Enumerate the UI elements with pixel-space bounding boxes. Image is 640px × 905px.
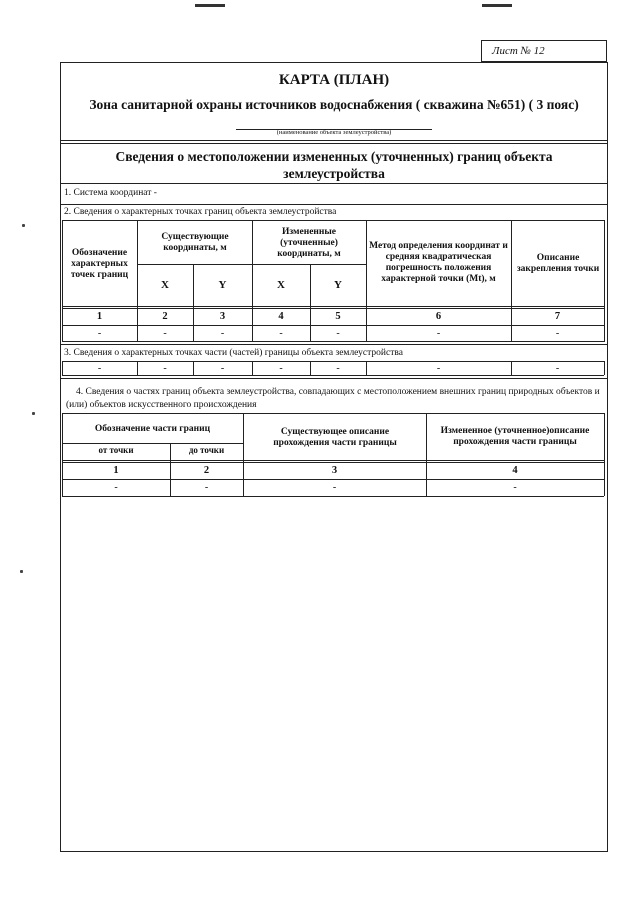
divider xyxy=(60,183,608,184)
table-cell: - xyxy=(279,362,283,374)
column-header: Существующее описание прохождения части границы xyxy=(273,427,397,448)
divider xyxy=(60,344,608,345)
table-border xyxy=(62,443,243,444)
table-cell: - xyxy=(97,362,102,374)
table-cell: - xyxy=(204,482,209,493)
divider xyxy=(60,143,608,144)
column-number: 2 xyxy=(162,311,168,322)
table-cell: - xyxy=(114,482,118,493)
scan-speck xyxy=(22,224,25,227)
table-border xyxy=(62,220,604,221)
table-cell: - xyxy=(163,327,167,339)
scan-mark xyxy=(482,4,512,7)
table-border xyxy=(604,361,605,375)
column-header: Измененное (уточненное)описание прохождения части границы xyxy=(440,426,590,447)
column-header: Метод определения координат и средняя квадратическая погрешность положения характерной точки (Mt), м xyxy=(369,241,508,284)
sheet-number: Лист № 12 xyxy=(481,40,607,62)
table-cell: - xyxy=(279,327,283,339)
table-cell: - xyxy=(220,362,225,374)
table-border xyxy=(62,341,604,342)
column-header: X xyxy=(277,278,285,291)
table-cell: - xyxy=(436,327,441,339)
column-header: Обозначение характерных точек границ xyxy=(70,247,129,280)
table-cell: - xyxy=(220,327,225,339)
column-number: 5 xyxy=(335,311,341,322)
scan-mark xyxy=(195,4,225,7)
column-header: Обозначение части границ xyxy=(94,424,211,434)
column-header: Y xyxy=(334,278,342,291)
column-header: Y xyxy=(218,278,227,291)
column-number: 4 xyxy=(512,465,518,476)
scan-speck xyxy=(20,570,23,573)
column-header: от точки xyxy=(98,445,134,455)
table-cell: - xyxy=(332,482,337,493)
column-number: 2 xyxy=(203,465,210,476)
column-number: 3 xyxy=(331,465,338,476)
column-header: до точки xyxy=(188,445,225,455)
column-header: X xyxy=(161,278,169,291)
column-number: 4 xyxy=(278,311,284,322)
table-cell: - xyxy=(336,362,340,374)
column-header: Существующие координаты, м xyxy=(161,232,229,253)
column-number: 3 xyxy=(219,311,226,322)
table-cell: - xyxy=(163,362,167,374)
subtitle-note: (наименование объекта землеустройства) xyxy=(276,129,392,136)
page-subtitle: Зона санитарной охраны источников водоснабжения ( скважина №651) ( 3 пояс) xyxy=(89,97,579,112)
divider xyxy=(60,378,608,379)
table-cell: - xyxy=(555,327,560,339)
column-header: Измененные (уточненные) координаты, м xyxy=(277,226,341,259)
table-cell: - xyxy=(336,327,340,339)
parts-heading: 4. Сведения о частях границ объекта землеустройства, совпадающих с местоположением внешних границ природных объектов и (или) объектов искусственного происхождения xyxy=(66,387,600,410)
table-cell: - xyxy=(97,327,102,339)
page-title: КАРТА (ПЛАН) xyxy=(278,72,390,88)
column-number: 1 xyxy=(113,465,119,476)
table-cell: - xyxy=(436,362,441,374)
column-header: Описание закрепления точки xyxy=(516,253,600,274)
divider xyxy=(60,204,608,205)
table-border xyxy=(62,460,604,461)
table-border xyxy=(604,220,605,342)
column-number: 7 xyxy=(554,311,561,322)
section-heading: Сведения о местоположении измененных (уточненных) границ объекта землеустройства xyxy=(115,149,553,181)
table-cell: - xyxy=(513,482,517,493)
coordinate-system: 1. Система координат - xyxy=(64,188,157,198)
table-cell: - xyxy=(555,362,560,374)
divider xyxy=(60,140,608,141)
table-border xyxy=(62,375,604,376)
table-border xyxy=(604,413,605,496)
scan-speck xyxy=(32,412,35,415)
table-border xyxy=(62,496,604,497)
table-border xyxy=(62,306,604,307)
column-number: 6 xyxy=(435,311,442,322)
part-points-heading: 3. Сведения о характерных точках части (частей) границы объекта землеустройства xyxy=(64,348,403,358)
points-heading: 2. Сведения о характерных точках границ объекта землеустройства xyxy=(64,207,337,217)
column-number: 1 xyxy=(96,311,103,322)
